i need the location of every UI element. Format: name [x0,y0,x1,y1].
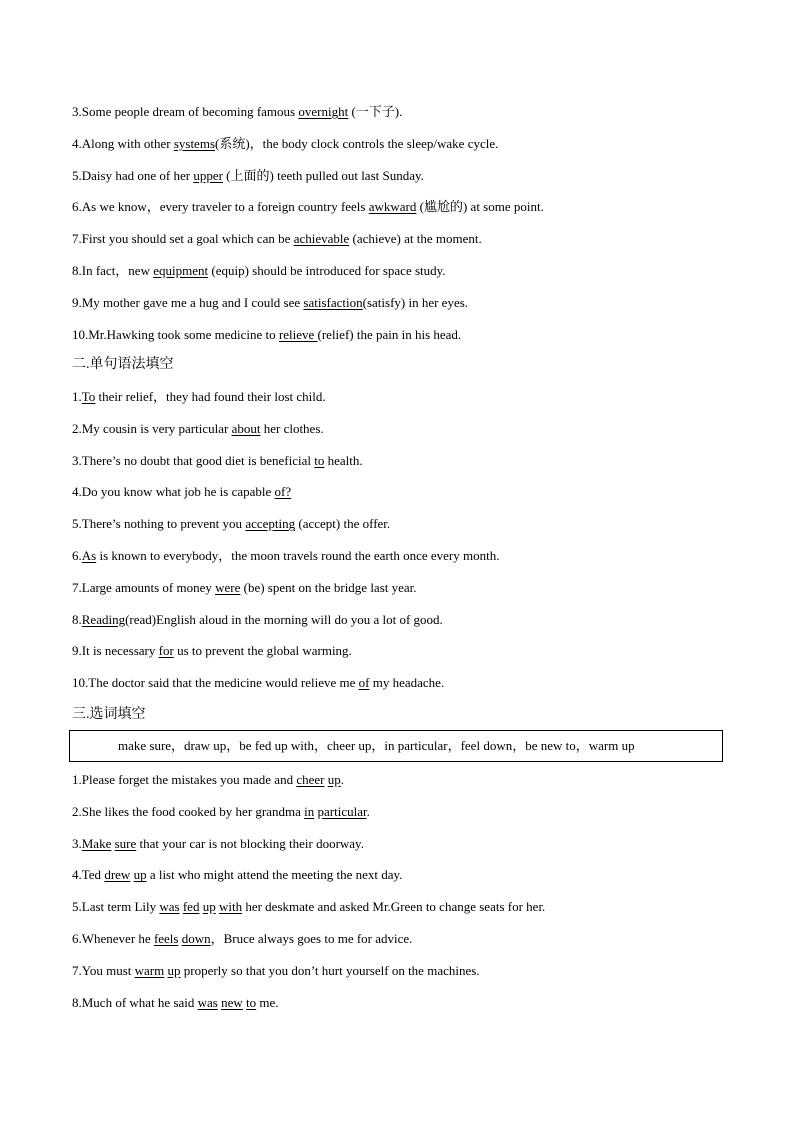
answer-text: new [221,994,243,1010]
item-text: 2.She likes the food cooked by her grandma [72,803,305,819]
item-text: 3.Some people dream of becoming famous [72,104,299,119]
exercise-item [72,548,499,564]
answer-text: cheer [296,772,325,787]
answer-text: particular [317,803,367,819]
answer-text: equipment [153,263,209,278]
item-text: her clothes. [260,420,324,436]
item-text: . [366,803,370,819]
answer-text: up [133,867,147,883]
exercise-item [72,963,480,979]
answer-text: fed [182,899,200,915]
item-text: (尴尬的) at some point. [416,199,544,215]
answer-text: upper [193,167,223,183]
item-text: me. [256,994,279,1010]
item-text: ，Bruce always goes to me for advice. [210,931,413,946]
item-text: properly so that you don’t hurt yourself on the machines. [180,962,480,978]
answer-text: To [81,389,96,404]
item-text: that your car is not blocking their doorway. [136,835,364,851]
exercise-item [72,675,444,691]
item-text: (satisfy) in her eyes. [362,294,469,310]
answer-text: drew [104,867,131,883]
answer-text: up [202,899,216,915]
answer-text: with [218,899,243,915]
exercise-item [72,643,352,659]
exercise-item [72,263,446,279]
item-text: 8.Much of what he said [72,994,198,1010]
exercise-item [72,327,461,343]
item-text: us to prevent the global warming. [173,643,352,659]
answer-text: Make [81,835,112,851]
item-text: health. [324,452,363,468]
exercise-item [72,104,402,120]
item-text: (read)English aloud in the morning will do you a lot of good. [125,611,443,627]
item-text: 1. [72,389,82,404]
exercise-item [72,899,545,915]
word-bank-box [69,730,723,762]
exercise-item [72,580,417,596]
item-text: (系统)，the body clock controls the sleep/wake cycle. [215,135,499,151]
item-text: a list who might attend the meeting the next day. [146,867,403,883]
answer-text: systems [173,135,215,151]
answer-text: overnight [298,104,349,119]
item-text: 4.Do you know what job he is capable [72,484,275,500]
item-text: my headache. [369,675,445,691]
answer-text: in [304,803,315,819]
section-title-word-choice: 三.选词填空 [72,707,146,722]
answer-text: of? [274,484,292,500]
exercise-item [72,136,498,152]
item-text: 6.Whenever he [72,931,154,946]
exercise-item [72,453,363,469]
exercise-item [72,867,402,883]
answer-text: warm [134,962,165,978]
item-text: is known to everybody，the moon travels round the earth once every month. [96,548,500,563]
answer-text: was [197,994,218,1010]
item-text: 10.Mr.Hawking took some medicine to [72,326,279,342]
item-text: (上面的) teeth pulled out last Sunday. [222,167,424,183]
item-text: 4.Along with other [72,135,174,151]
item-text: 3. [72,835,82,851]
item-text: (be) spent on the bridge last year. [240,579,417,595]
item-text: 1.Please forget the mistakes you made and [72,772,297,787]
exercise-item [72,931,412,947]
exercise-item [72,231,482,247]
answer-text: was [159,899,180,915]
exercise-item [72,199,544,215]
answer-text: to [246,994,257,1010]
answer-text: accepting [245,516,296,532]
answer-text: down [181,931,211,946]
answer-text: Reading [81,611,126,627]
exercise-item [72,995,279,1011]
item-text: their relief，they had found their lost child. [95,389,326,404]
exercise-item [72,612,443,628]
item-text: . [340,772,344,787]
item-text: 5.Daisy had one of her [72,167,194,183]
item-text: 6.As we know，every traveler to a foreign country feels [72,199,369,215]
item-text: (accept) the offer. [295,516,391,532]
exercise-item [72,484,291,500]
exercise-item [72,804,370,820]
exercise-item [72,836,364,852]
item-text: (achieve) at the moment. [349,231,482,247]
answer-text: of [358,675,370,691]
item-text: 3.There’s no doubt that good diet is beneficial [72,452,315,468]
item-text: 7.Large amounts of money [72,579,216,595]
exercise-item [72,389,326,405]
item-text: 7.You must [72,962,135,978]
answer-text: about [231,420,261,436]
item-text: 4.Ted [72,867,105,883]
answer-text: up [327,772,341,787]
answer-text: satisfaction [303,294,363,310]
answer-text: up [167,962,181,978]
item-text: 8.In fact，new [72,263,154,278]
answer-text: awkward [368,199,417,215]
item-text: 9.It is necessary [72,643,159,659]
exercise-item [72,295,468,311]
answer-text: As [81,548,97,563]
answer-text: relieve [278,326,318,342]
item-text: 5.Last term Lily [72,899,160,915]
section-title-grammar: 二.单句语法填空 [72,357,174,372]
item-text: (equip) should be introduced for space study. [208,263,446,278]
exercise-item [72,421,324,437]
exercise-item [72,772,344,788]
item-text: 8. [72,611,82,627]
answer-text: to [314,452,325,468]
item-text: 5.There’s nothing to prevent you [72,516,246,532]
answer-text: achievable [293,231,350,247]
item-text: 10.The doctor said that the medicine would relieve me [72,675,359,691]
answer-text: sure [114,835,137,851]
item-text: 6. [72,548,82,563]
item-text: (一下子). [348,104,403,119]
item-text: 2.My cousin is very particular [72,420,232,436]
item-text: (relief) the pain in his head. [317,326,462,342]
item-text: her deskmate and asked Mr.Green to change seats for her. [242,899,546,915]
word-bank-text: make sure，draw up，be fed up with，cheer up，in particular，feel down，be new to，warm up [118,738,635,753]
answer-text: for [158,643,174,659]
answer-text: feels [153,931,179,946]
exercise-item [72,168,424,184]
item-text: 9.My mother gave me a hug and I could see [72,294,304,310]
item-text: 7.First you should set a goal which can be [72,231,294,247]
answer-text: were [215,579,241,595]
exercise-item [72,516,390,532]
